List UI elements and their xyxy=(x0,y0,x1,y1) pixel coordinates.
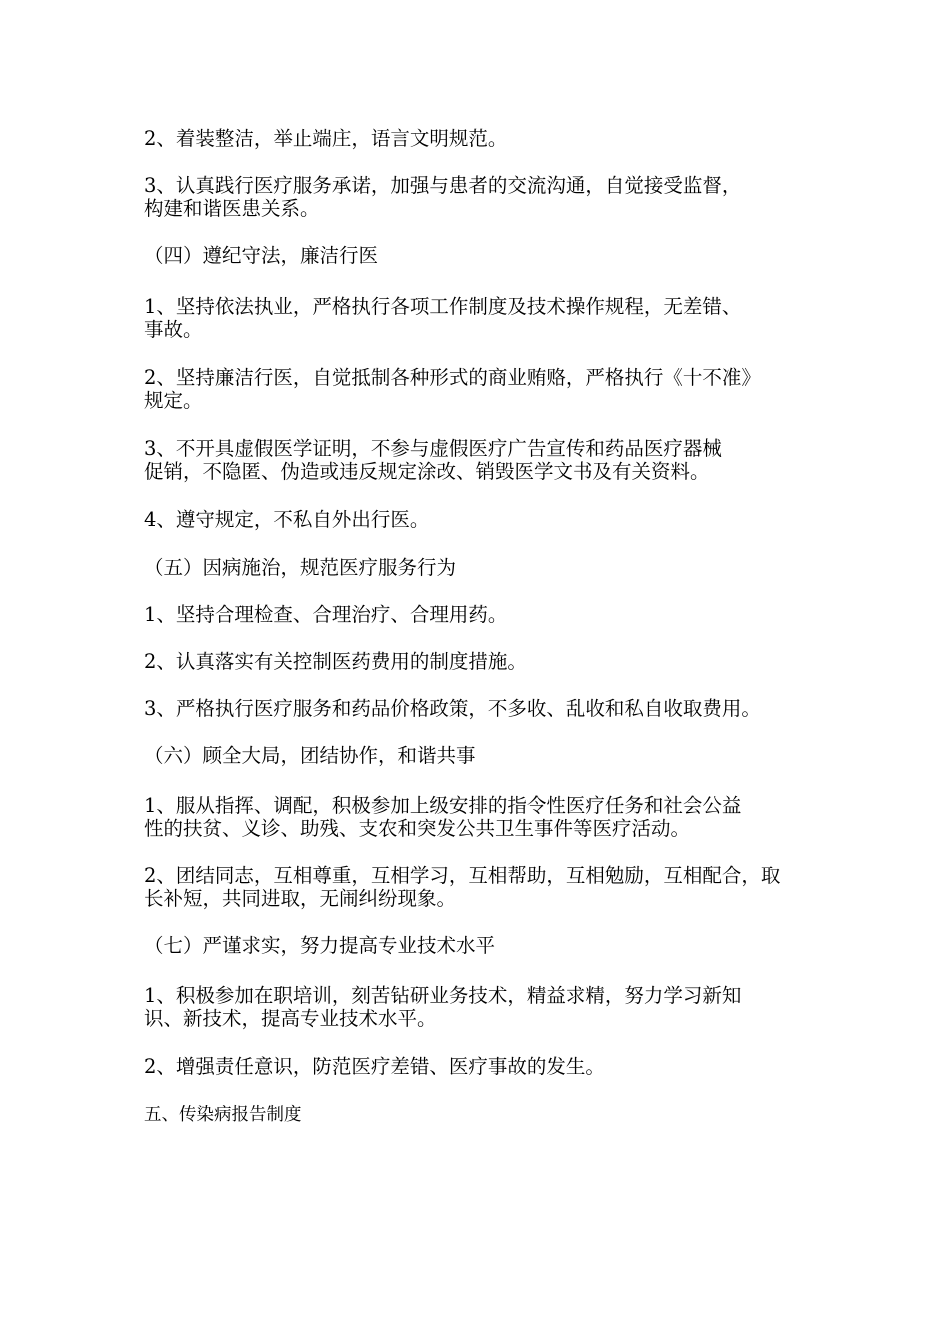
paragraph: 2、团结同志，互相尊重，互相学习，互相帮助，互相勉励，互相配合，取 长补短，共同进取，无闹纠纷现象。 xyxy=(144,864,781,910)
paragraph: 4、遵守规定，不私自外出行医。 xyxy=(144,508,430,531)
section-heading: （六）顾全大局，团结协作，和谐共事 xyxy=(144,744,476,767)
paragraph: 2、坚持廉洁行医，自觉抵制各种形式的商业贿赂，严格执行《十不准》 规定。 xyxy=(144,366,761,412)
section-heading: （五）因病施治，规范医疗服务行为 xyxy=(144,556,457,579)
section-heading: （七）严谨求实，努力提高专业技术水平 xyxy=(144,934,496,957)
section-heading: （四）遵纪守法，廉洁行医 xyxy=(144,244,379,267)
paragraph: 3、认真践行医疗服务承诺，加强与患者的交流沟通，自觉接受监督， 构建和谐医患关系。 xyxy=(144,174,742,220)
paragraph: 3、不开具虚假医学证明，不参与虚假医疗广告宣传和药品医疗器械 促销，不隐匿、伪造或违反规定涂改、销毁医学文书及有关资料。 xyxy=(144,437,722,483)
paragraph: 1、积极参加在职培训，刻苦钻研业务技术，精益求精，努力学习新知 识、新技术，提高专业技术水平。 xyxy=(144,984,742,1030)
paragraph: 2、着装整洁，举止端庄，语言文明规范。 xyxy=(144,127,508,150)
paragraph: 2、认真落实有关控制医药费用的制度措施。 xyxy=(144,650,527,673)
paragraph: 1、坚持合理检查、合理治疗、合理用药。 xyxy=(144,603,508,626)
paragraph: 3、严格执行医疗服务和药品价格政策，不多收、乱收和私自收取费用。 xyxy=(144,697,761,720)
paragraph: 1、服从指挥、调配，积极参加上级安排的指令性医疗任务和社会公益 性的扶贫、义诊、助残、支农和突发公共卫生事件等医疗活动。 xyxy=(144,794,742,840)
chapter-heading: 五、传染病报告制度 xyxy=(144,1105,302,1125)
paragraph: 2、增强责任意识，防范医疗差错、医疗事故的发生。 xyxy=(144,1055,605,1078)
paragraph: 1、坚持依法执业，严格执行各项工作制度及技术操作规程，无差错、 事故。 xyxy=(144,295,742,341)
